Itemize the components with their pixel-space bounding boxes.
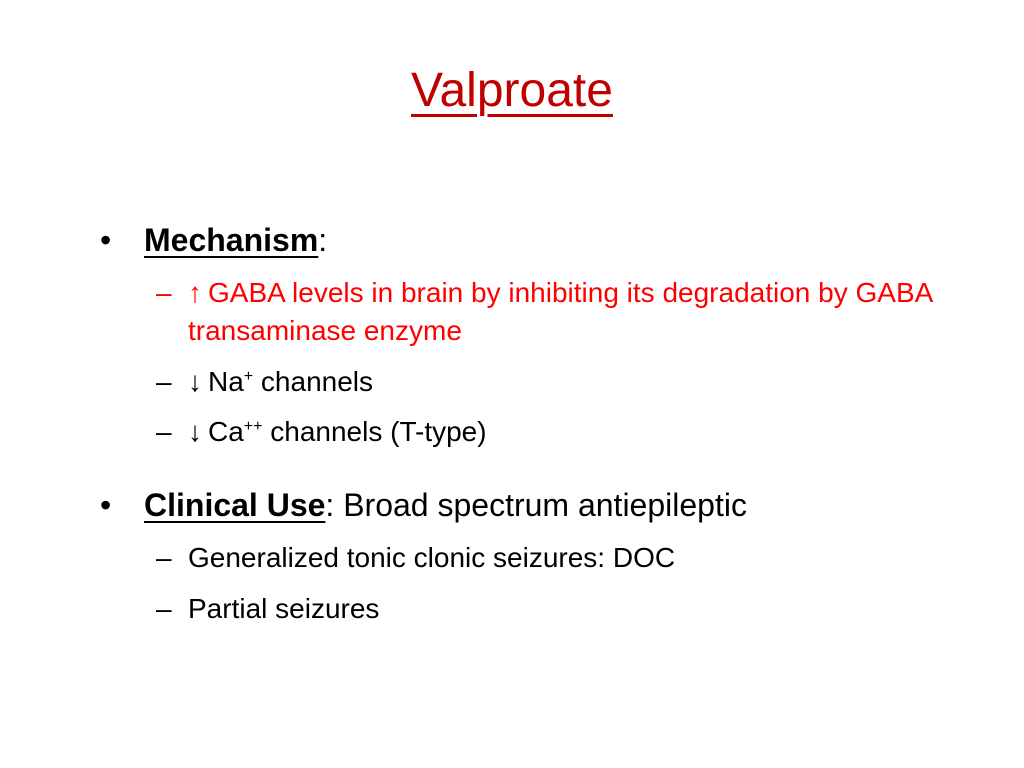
bullet-clinical-use	[100, 485, 1024, 525]
dash-icon: –	[156, 277, 172, 308]
mechanism-item-text: channels	[260, 365, 374, 397]
mechanism-label: Mechanism	[144, 222, 319, 258]
dash-icon: –	[156, 542, 172, 574]
mechanism-item-gaba	[156, 274, 1024, 350]
mechanism-colon: :	[318, 222, 328, 258]
clinical-use-colon: :	[325, 487, 335, 524]
mechanism-item-text: GABA levels in brain by inhibiting its degradation by GABA transaminase enzyme	[188, 277, 932, 346]
dash-icon: –	[156, 365, 172, 397]
clinical-use-item	[156, 539, 1024, 577]
slide-body	[0, 220, 1024, 740]
clinical-use-label: Clinical Use	[144, 487, 326, 524]
ion-symbol: Ca	[208, 416, 244, 448]
up-arrow-icon: ↑	[188, 277, 202, 308]
slide-title: Valproate	[411, 64, 613, 117]
mechanism-item-calcium	[156, 413, 1024, 451]
ion-charge: +	[243, 367, 254, 385]
bullet-mechanism	[100, 220, 1024, 260]
ion-charge: ++	[243, 418, 263, 436]
clinical-use-item-text: Generalized tonic clonic seizures: DOC	[188, 542, 676, 574]
ion-symbol: Na	[208, 365, 244, 397]
mechanism-item-sodium	[156, 363, 1024, 401]
down-arrow-icon: ↓	[188, 365, 202, 397]
mechanism-item-text: channels (T-type)	[270, 416, 487, 448]
down-arrow-icon: ↓	[188, 416, 202, 448]
clinical-use-text: Broad spectrum antiepileptic	[343, 487, 747, 524]
dash-icon: –	[156, 416, 172, 448]
bullet-icon: •	[100, 487, 112, 524]
bullet-icon: •	[100, 222, 112, 258]
clinical-use-item-text: Partial seizures	[188, 592, 380, 624]
clinical-use-item	[156, 590, 1024, 628]
dash-icon: –	[156, 592, 172, 624]
